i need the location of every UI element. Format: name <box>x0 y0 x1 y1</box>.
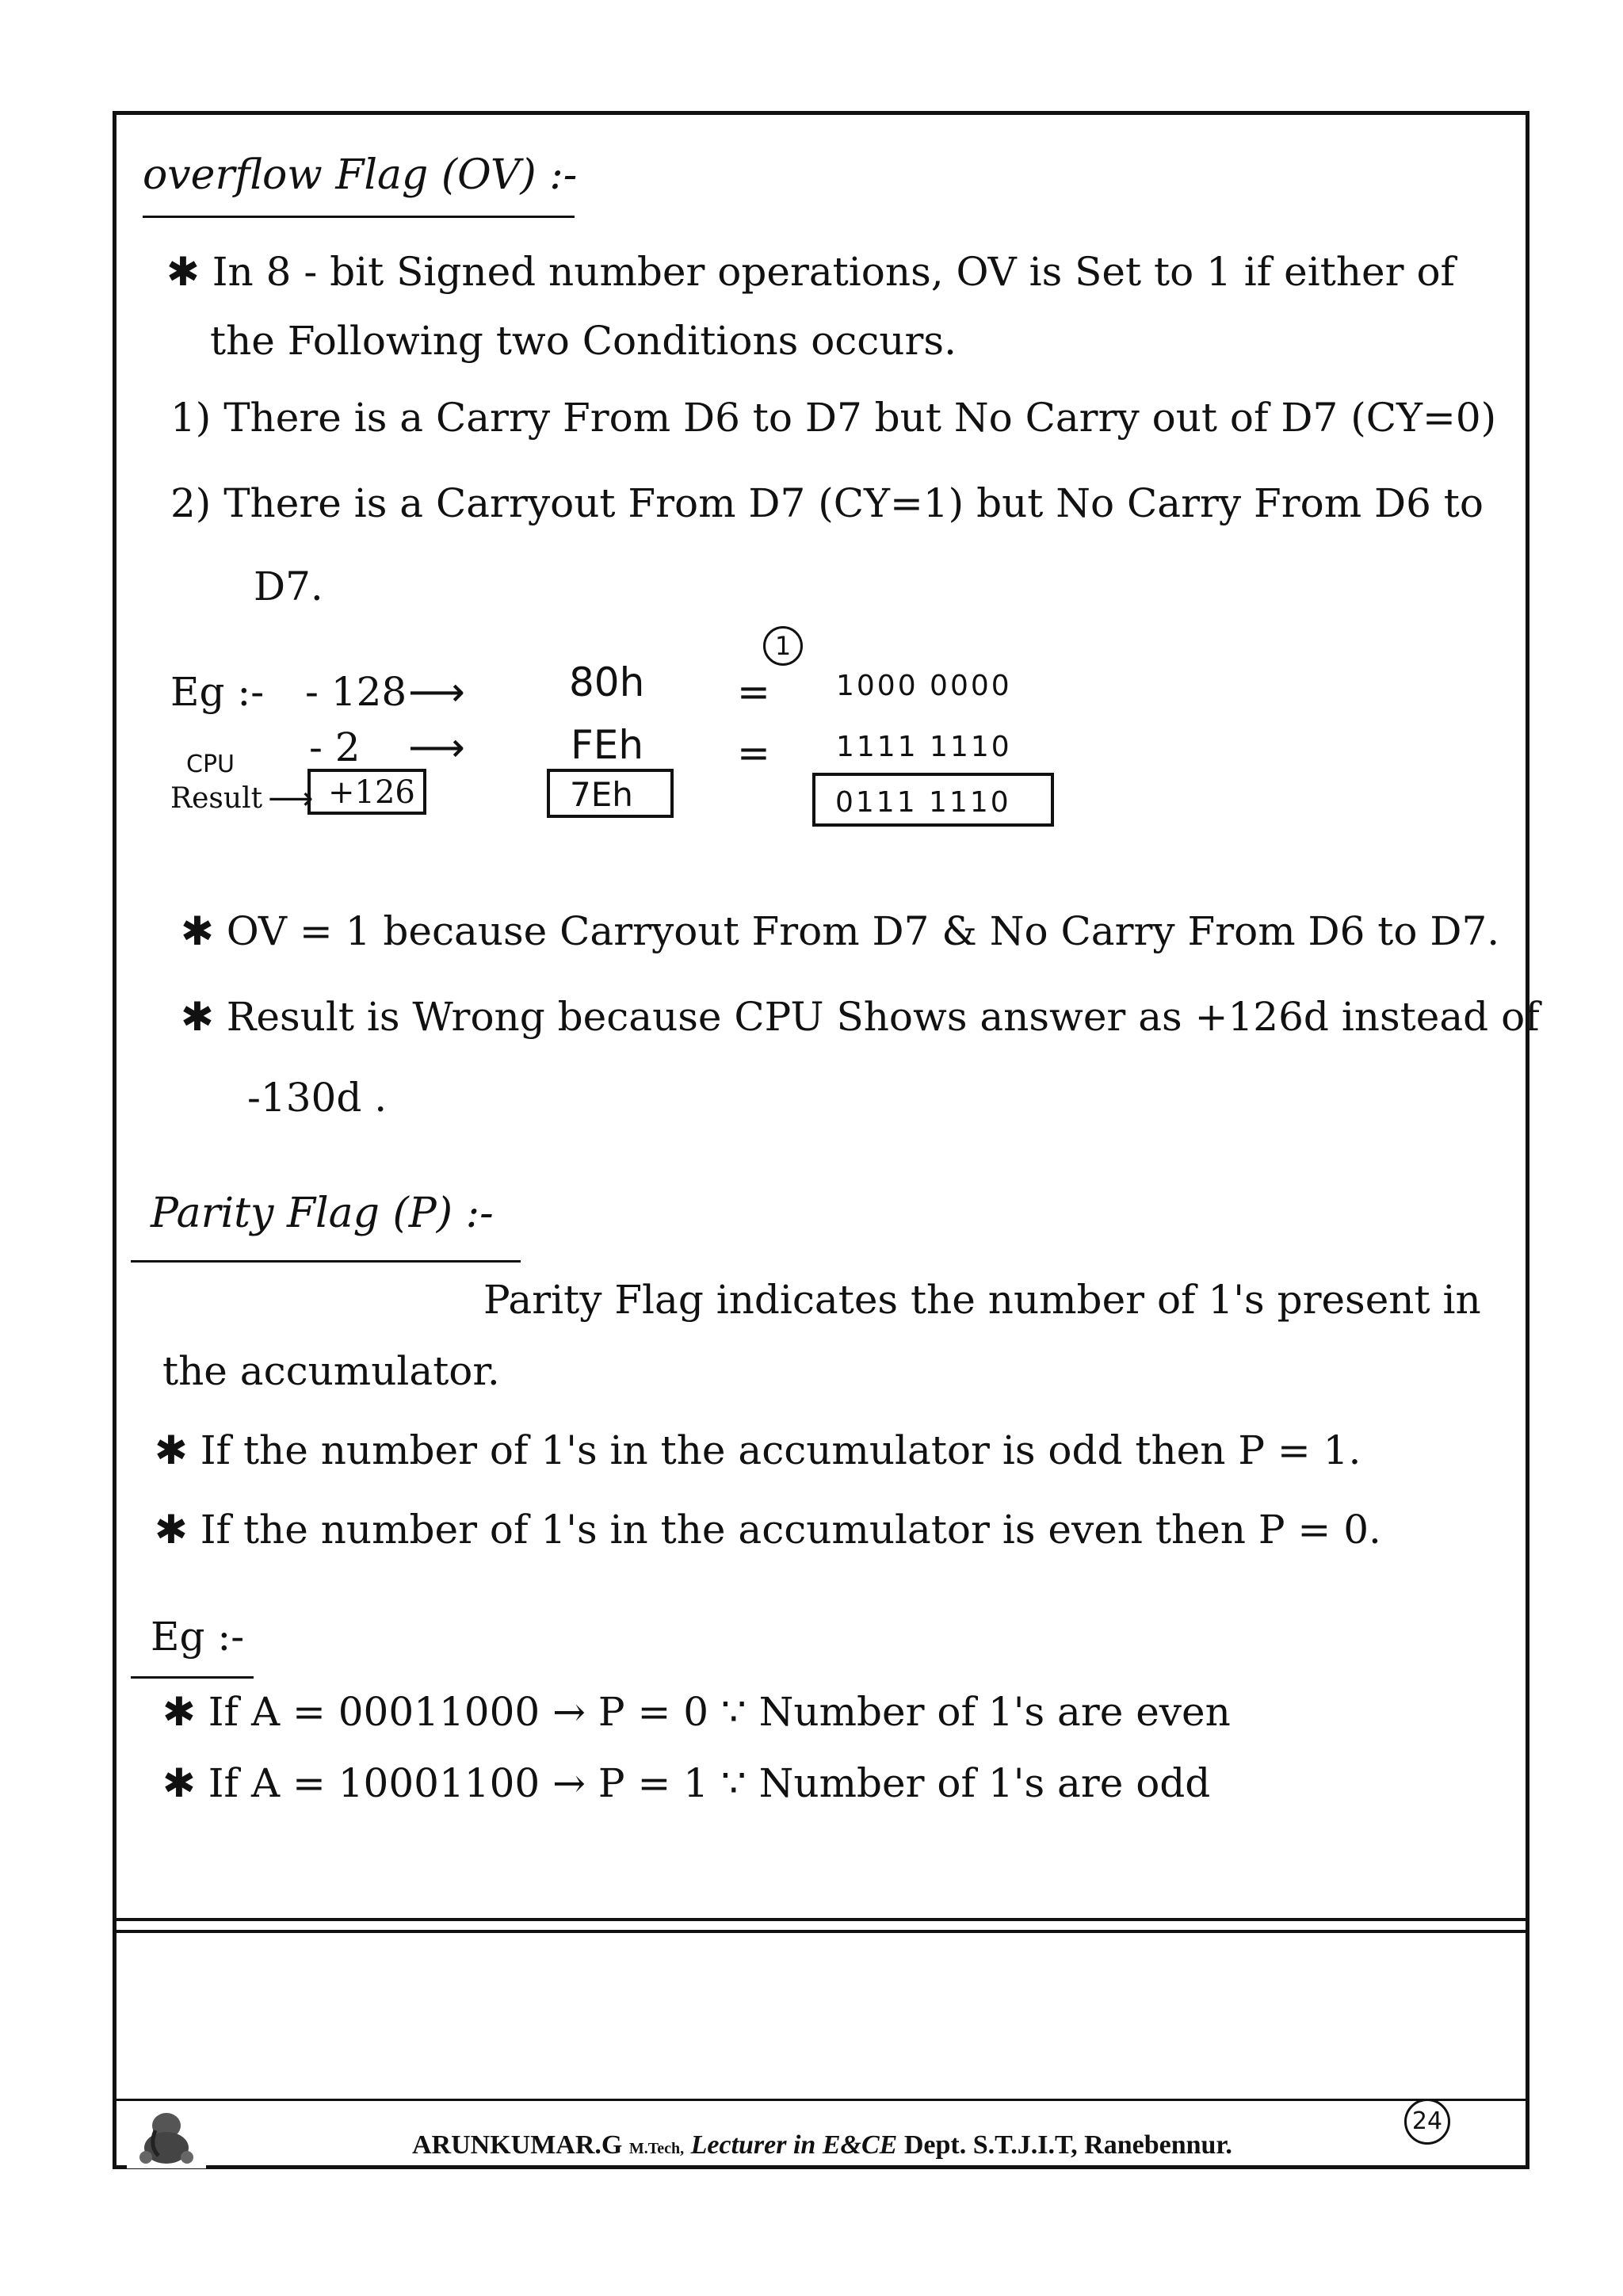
footer-rule <box>116 2099 1526 2101</box>
footer-author: ARUNKUMAR.G <box>412 2130 623 2160</box>
result-hex-box <box>547 769 674 818</box>
footer-credit <box>412 2130 1232 2160</box>
footer-role: Lecturer in <box>690 2130 816 2160</box>
result-decimal: +126 <box>328 774 415 811</box>
parity-heading-underline <box>131 1260 521 1263</box>
parity-odd-rule: ✱ If the number of 1's in the accumulator is odd then P = 1. <box>155 1427 1361 1473</box>
overflow-note-2-line1: ✱ Result is Wrong because CPU Shows answer as +126d instead of <box>181 994 1540 1040</box>
row2-equals: = <box>737 730 770 776</box>
parity-definition-line1: Parity Flag indicates the number of 1's present in <box>483 1277 1481 1323</box>
overflow-condition-1: 1) There is a Carry From D6 to D7 but No Carry out of D7 (CY=0) <box>170 395 1497 441</box>
row2-binary: 1111 1110 <box>836 731 1012 763</box>
example-label: Eg :- <box>170 669 265 715</box>
row1-binary: 1000 0000 <box>836 670 1012 702</box>
cpu-label: CPU <box>186 751 235 778</box>
separator-rule-top <box>116 1918 1526 1921</box>
parity-example-2: ✱ If A = 10001100 → P = 1 ∵ Number of 1's are odd <box>162 1760 1211 1806</box>
footer-dept: E&CE <box>822 2130 898 2160</box>
row1-hex: 80h <box>569 659 645 705</box>
row1-arrow: ⟶ <box>408 669 465 715</box>
parity-even-rule: ✱ If the number of 1's in the accumulator is even then P = 0. <box>155 1507 1381 1553</box>
parity-definition-line2: the accumulator. <box>162 1348 500 1394</box>
row2-decimal: - 2 <box>309 724 361 770</box>
page-number: 24 <box>1404 2099 1450 2145</box>
result-label: Result <box>170 782 263 815</box>
overflow-heading: overflow Flag (OV) :- <box>143 151 578 199</box>
result-arrow: ⟶ <box>268 781 314 817</box>
overflow-condition-2-line2: D7. <box>254 563 323 609</box>
ganesha-logo <box>127 2108 206 2168</box>
separator-rule-bottom <box>116 1930 1526 1933</box>
footer-degree: M.Tech, <box>628 2140 685 2157</box>
row2-arrow: ⟶ <box>408 724 465 770</box>
overflow-intro-line1: ✱ In 8 - bit Signed number operations, OV is Set to 1 if either of <box>166 249 1456 295</box>
result-binary-box <box>812 773 1054 827</box>
row2-hex: FEh <box>571 722 644 768</box>
parity-example-underline <box>131 1676 254 1679</box>
parity-example-1: ✱ If A = 00011000 → P = 0 ∵ Number of 1's are even <box>162 1689 1231 1735</box>
result-binary: 0111 1110 <box>835 786 1011 819</box>
row1-equals: = <box>737 669 770 715</box>
result-hex: 7Eh <box>570 775 633 814</box>
parity-heading: Parity Flag (P) :- <box>151 1190 494 1237</box>
overflow-note-2-line2: -130d . <box>247 1075 388 1121</box>
overflow-heading-underline <box>143 216 575 218</box>
overflow-condition-2-line1: 2) There is a Carryout From D7 (CY=1) but No Carry From D6 to <box>170 480 1484 526</box>
result-decimal-box <box>307 769 426 815</box>
parity-example-label: Eg :- <box>151 1614 245 1660</box>
carry-mark: 1 <box>763 626 803 666</box>
overflow-note-1: ✱ OV = 1 because Carryout From D7 & No Carry From D6 to D7. <box>181 908 1500 954</box>
footer-rest: Dept. S.T.J.I.T, Ranebennur. <box>903 2130 1232 2160</box>
overflow-intro-line2: the Following two Conditions occurs. <box>210 318 957 364</box>
row1-decimal: - 128 <box>305 669 407 715</box>
